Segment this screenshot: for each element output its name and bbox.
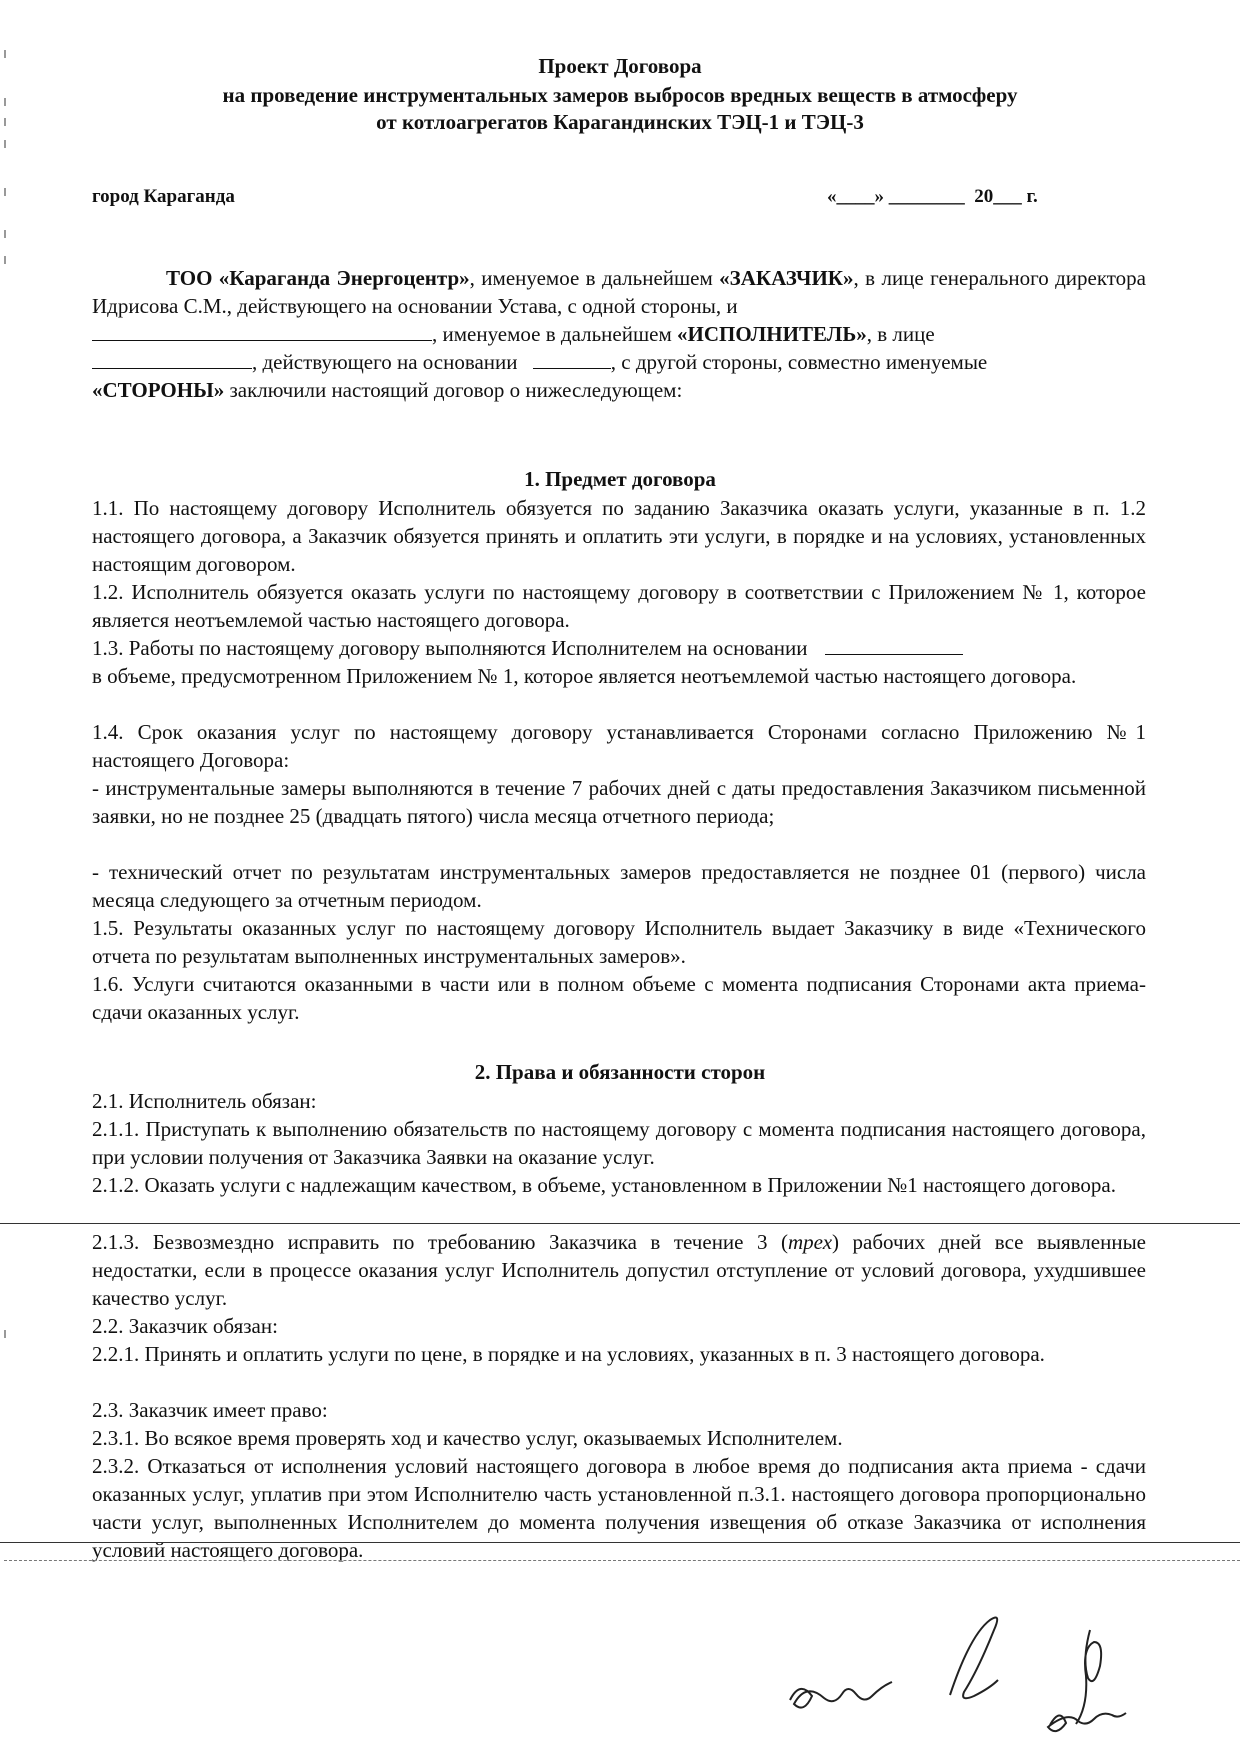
clause-2-2-1: 2.2.1. Принять и оплатить услуги по цене, в порядке и на условиях, указанных в п. 3 настоящего договора. xyxy=(92,1342,1045,1366)
scan-line xyxy=(0,1542,1240,1543)
clause-2-2: 2.2. Заказчик обязан: xyxy=(92,1314,278,1338)
contractor-name-blank xyxy=(92,322,432,341)
preamble-line-1 xyxy=(92,264,1146,320)
clause-1-4-item-1: - инструментальные замеры выполняются в течение 7 рабочих дней с даты предоставления Заказчиком письменной заявки, но не позднее 25 (двадцать пятого) числа месяца отчетного периода; xyxy=(92,776,1146,828)
clause-1-3-text: 1.3. Работы по настоящему договору выполняются Исполнителем на основании xyxy=(92,636,808,660)
parties-term: «СТОРОНЫ» xyxy=(92,378,225,402)
preamble-text: , с другой стороны, совместно именуемые xyxy=(610,350,988,374)
clause-1-5: 1.5. Результаты оказанных услуг по настоящему договору Исполнитель выдает Заказчику в виде «Технического отчета по результатам выполненных инструментальных замеров». xyxy=(92,916,1146,968)
title-line-3: от котлоагрегатов Карагандинских ТЭЦ-1 и ТЭЦ-3 xyxy=(376,110,864,134)
preamble-text: заключили настоящий договор о нижеследующем: xyxy=(224,378,683,402)
basis-document-blank xyxy=(825,636,963,655)
clause-1-3-line-2: в объеме, предусмотренном Приложением № 1, которое является неотъемлемой частью настоящего договора. xyxy=(92,664,1077,688)
clause-2-1: 2.1. Исполнитель обязан: xyxy=(92,1089,317,1113)
scan-edge-marks xyxy=(0,0,10,1754)
clause-2-3: 2.3. Заказчик имеет право: xyxy=(92,1398,328,1422)
preamble-line-5 xyxy=(92,376,1146,404)
clause-2-1-3-italic: трех xyxy=(788,1230,833,1254)
contractor-role: «ИСПОЛНИТЕЛЬ» xyxy=(677,322,867,346)
clause-1-6: 1.6. Услуги считаются оказанными в части или в полном объеме с момента подписания Сторонами акта приема-сдачи оказанных услуг. xyxy=(92,972,1146,1024)
clause-1-2: 1.2. Исполнитель обязуется оказать услуги по настоящему договору в соответствии с Приложением № 1, которое является неотъемлемой частью настоящего договора. xyxy=(92,580,1146,632)
clause-1-4: 1.4. Срок оказания услуг по настоящему договору устанавливается Сторонами согласно Приложению №1 настоящего Договора: xyxy=(92,720,1146,772)
preamble-text: , именуемое в дальнейшем xyxy=(469,266,720,290)
preamble-text: , действующего на основании xyxy=(252,350,518,374)
clause-2-3-1: 2.3.1. Во всякое время проверять ход и качество услуг, оказываемых Исполнителем. xyxy=(92,1426,843,1450)
scan-dash-line xyxy=(4,1560,1240,1561)
clause-2-3-2: 2.3.2. Отказаться от исполнения условий настоящего договора в любое время до подписания акта приема - сдачи оказанных услуг, уплатив при этом Исполнителю часть установленной п.3.1. настоящего договора пропорционально части услуг, выполненных Исполнителем до момента получения извещения об отказе Заказчика от исполнения условий настоящего договора. xyxy=(92,1454,1146,1562)
preamble-text: , в лице генерального директора Идрисова С.М., действующего на основании Устава, с одной стороны, и xyxy=(92,266,1146,318)
city: город Караганда xyxy=(92,186,235,207)
customer-org: ТОО «Караганда Энергоцентр» xyxy=(166,266,470,290)
clause-1-1: 1.1. По настоящему договору Исполнитель обязуется по заданию Заказчика оказать услуги, указанные в п. 1.2 настоящего договора, а Заказчик обязуется принять и оплатить эти услуги, в порядке и на условиях, установленных настоящим договором. xyxy=(92,496,1146,576)
preamble-text: , именуемое в дальнейшем xyxy=(432,322,677,346)
title-line-2: на проведение инструментальных замеров выбросов вредных веществ в атмосферу xyxy=(222,83,1018,107)
section-2-heading: 2. Права и обязанности сторон xyxy=(474,1060,766,1084)
clause-2-1-1: 2.1.1. Приступать к выполнению обязательств по настоящему договору с момента подписания настоящего договора, при условии получения от Заказчика Заявки на оказание услуг. xyxy=(92,1117,1146,1169)
preamble-line-3 xyxy=(92,320,1146,348)
clause-2-1-3-text: 2.1.3. Безвозмездно исправить по требованию Заказчика в течение 3 ( xyxy=(92,1230,788,1254)
clause-1-4-item-2: - технический отчет по результатам инструментальных замеров предоставляется не позднее 01 (первого) числа месяца следующего за отчетным периодом. xyxy=(92,860,1146,912)
title-line-1: Проект Договора xyxy=(538,54,702,78)
scan-line xyxy=(0,1223,1240,1224)
signature-icon xyxy=(780,1600,1180,1750)
section-1-heading: 1. Предмет договора xyxy=(524,467,716,491)
clause-2-1-3 xyxy=(92,1228,1146,1312)
date-field: «____» ________ 20___ г. xyxy=(827,186,1038,207)
customer-role: «ЗАКАЗЧИК» xyxy=(719,266,854,290)
clause-2-1-3-text: ) рабочих дней все выявленные недостатки, если в процессе оказания услуг Исполнитель допустил отступление от условий договора, ухудшившее качество услуг. xyxy=(92,1230,1146,1310)
preamble-line-4 xyxy=(92,348,1146,376)
clause-1-3-line-1 xyxy=(92,634,1146,662)
preamble-text: , в лице xyxy=(866,322,935,346)
basis-blank xyxy=(533,350,611,369)
representative-blank xyxy=(92,350,252,369)
clause-2-1-2: 2.1.2. Оказать услуги с надлежащим качеством, в объеме, установленном в Приложении №1 настоящего договора. xyxy=(92,1173,1116,1197)
